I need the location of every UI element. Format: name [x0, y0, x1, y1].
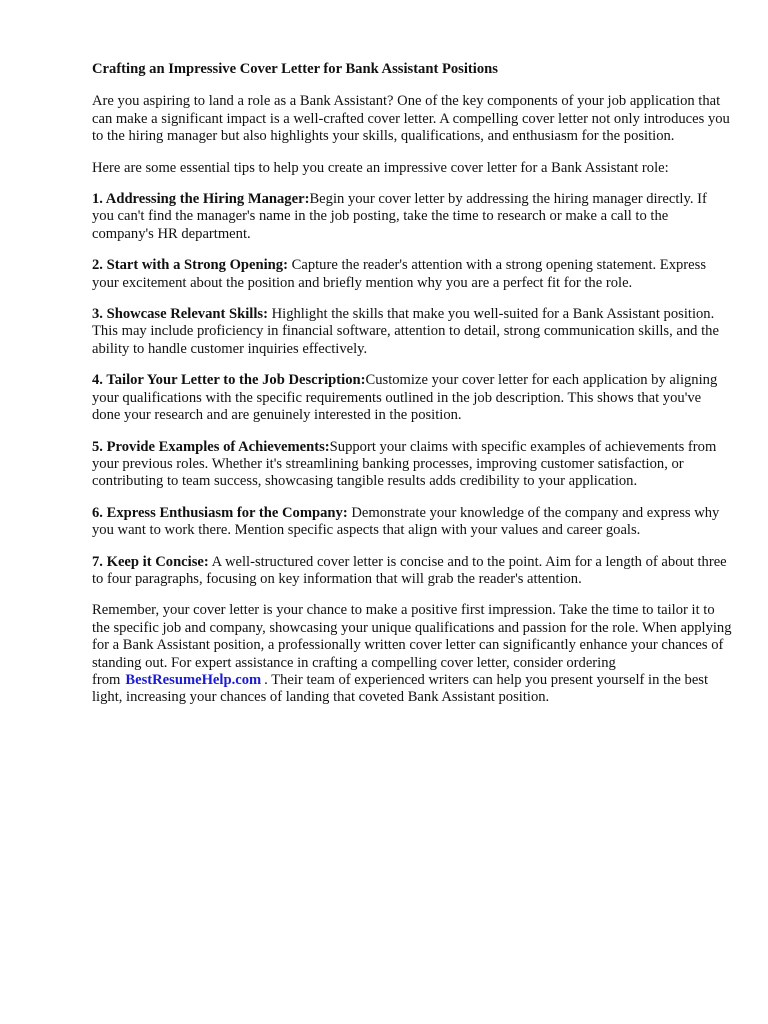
closing-text: Remember, your cover letter is your chance to make a positive first impression. Take the time to tailor it to the specific job and company, showcasing your unique qualifications and passion for the role. When applying for a Bank Assistant position, a professionally written cover letter can significantly enhance your chances of standing out. For expert assistance in crafting a compelling cover letter, consider ordering from	[92, 602, 732, 688]
tip-heading: 5. Provide Examples of Achievements:	[92, 438, 330, 455]
tip-item	[92, 372, 732, 424]
tip-heading: 4. Tailor Your Letter to the Job Description:	[92, 372, 366, 389]
intro-paragraph: Are you aspiring to land a role as a Bank Assistant? One of the key components of your job application that can make a significant impact is a well-crafted cover letter. A compelling cover letter not only introduces you to the hiring manager but also highlights your skills, qualifications, and enthusiasm for the position.	[92, 93, 730, 145]
document-title: Crafting an Impressive Cover Letter for Bank Assistant Positions	[92, 61, 498, 77]
closing-text-end: . Their team of experienced writers can help you present yourself in the best light, increasing your chances of landing that coveted Bank Assistant position.	[92, 671, 709, 706]
tip-body: Begin your cover letter by addressing the hiring manager directly. If you can't find the manager's name in the job posting, take the time to research or make a call to the company's HR department.	[92, 191, 707, 242]
bestresumehelp-link[interactable]: BestResumeHelp.com	[125, 671, 262, 688]
tip-item	[92, 257, 732, 292]
tip-item	[92, 554, 732, 589]
tip-item	[92, 439, 732, 491]
tip-body: Highlight the skills that make you well-suited for a Bank Assistant position. This may include proficiency in financial software, attention to detail, strong communication skills, and the ability to handle customer inquiries effectively.	[92, 306, 719, 357]
tip-heading: 2. Start with a Strong Opening:	[92, 257, 288, 274]
tip-heading: 3. Showcase Relevant Skills:	[92, 306, 268, 323]
tip-body: Capture the reader's attention with a strong opening statement. Express your excitement about the position and briefly mention why you are a perfect fit for the role.	[92, 257, 706, 291]
document-page	[92, 61, 732, 721]
lead-paragraph: Here are some essential tips to help you create an impressive cover letter for a Bank Assistant role:	[92, 159, 669, 176]
tip-heading: 6. Express Enthusiasm for the Company:	[92, 504, 348, 521]
tip-item	[92, 306, 732, 358]
tip-item	[92, 191, 732, 243]
tip-body: A well-structured cover letter is concise and to the point. Aim for a length of about three to four paragraphs, focusing on key information that will grab the reader's attention.	[92, 553, 727, 587]
tip-heading: 1. Addressing the Hiring Manager:	[92, 191, 310, 208]
tip-body: Support your claims with specific examples of achievements from your previous roles. Whether it's streamlining banking processes, improving customer satisfaction, or contributing to team success, showcasing tangible results adds credibility to your application.	[92, 438, 717, 490]
tip-body: Customize your cover letter for each application by aligning your qualifications with the specific requirements outlined in the job description. This shows that you've done your research and are genuinely interested in the position.	[92, 372, 718, 424]
tip-body: Demonstrate your knowledge of the company and express why you want to work there. Mention specific aspects that align with your values and career goals.	[92, 504, 720, 539]
tip-item	[92, 505, 732, 540]
tip-heading: 7. Keep it Concise:	[92, 553, 209, 570]
closing-paragraph	[92, 602, 732, 706]
